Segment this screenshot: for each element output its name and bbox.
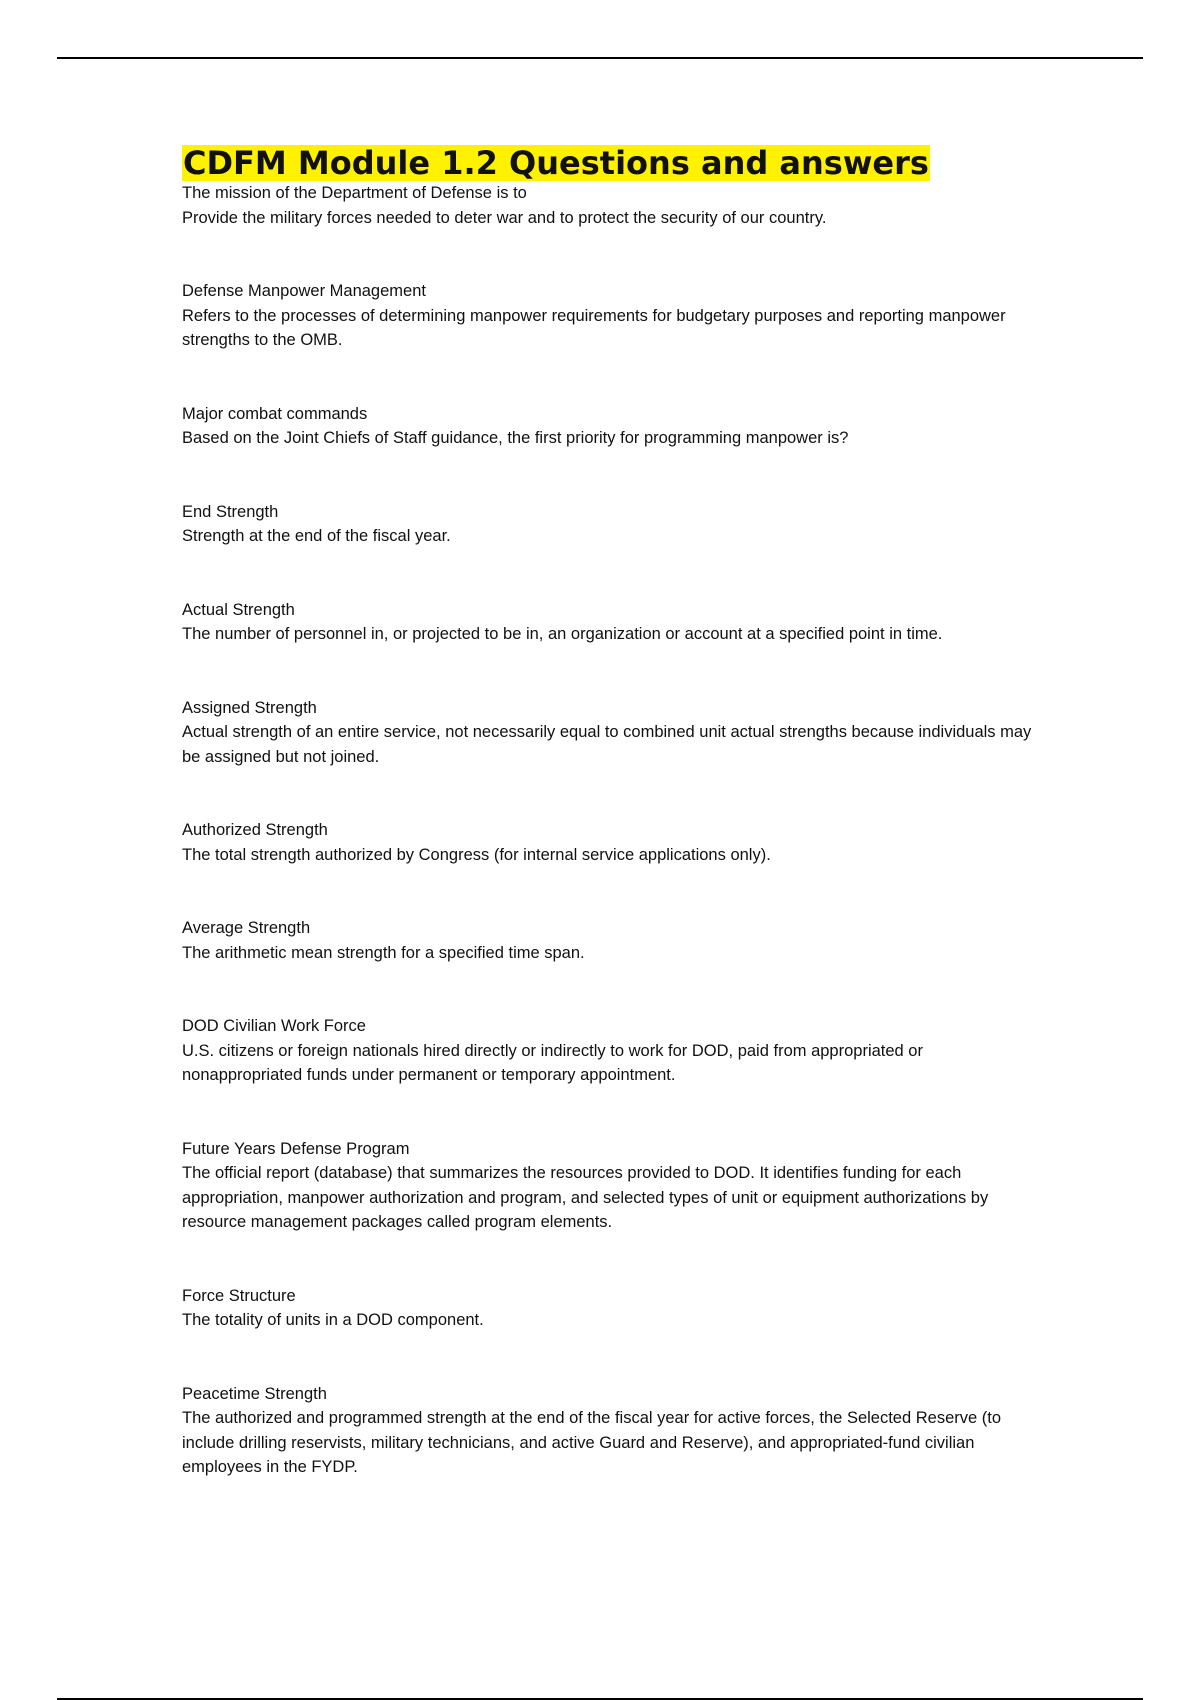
qa-answer: The arithmetic mean strength for a specified time span.	[182, 943, 585, 962]
qa-entry	[182, 916, 1032, 965]
qa-entry	[182, 696, 1032, 770]
qa-term: Major combat commands	[182, 404, 368, 423]
qa-term: Assigned Strength	[182, 698, 317, 717]
qa-answer: Actual strength of an entire service, not necessarily equal to combined unit actual strengths because individuals may be assigned but not joined.	[182, 723, 1032, 766]
qa-answer: The total strength authorized by Congress (for internal service applications only).	[182, 845, 771, 864]
qa-term: Actual Strength	[182, 600, 295, 619]
header-rule	[57, 57, 1143, 59]
document-title: CDFM Module 1.2 Questions and answers	[183, 144, 929, 182]
qa-answer: Based on the Joint Chiefs of Staff guidance, the first priority for programming manpower is?	[182, 429, 849, 447]
qa-term: Force Structure	[182, 1286, 296, 1305]
qa-answer: Refers to the processes of determining manpower requirements for budgetary purposes and reporting manpower strengths to the OMB.	[182, 306, 1006, 349]
qa-entry	[182, 1137, 1032, 1235]
qa-list	[182, 181, 1032, 1480]
qa-entry	[182, 1014, 1032, 1088]
qa-term: Authorized Strength	[182, 821, 328, 839]
qa-answer: Strength at the end of the fiscal year.	[182, 527, 451, 545]
qa-answer: The authorized and programmed strength at the end of the fiscal year for active forces, the Selected Reserve (to include drilling reservists, military technicians, and active Guard and Reserve), and appropriated-fund civilian employees in the FYDP.	[182, 1409, 1002, 1476]
qa-term: DOD Civilian Work Force	[182, 1017, 366, 1035]
qa-entry	[182, 181, 1032, 230]
qa-entry	[182, 1382, 1032, 1480]
qa-term: The mission of the Department of Defense is to	[182, 184, 527, 202]
qa-answer: The number of personnel in, or projected to be in, an organization or account at a specified point in time.	[182, 625, 943, 643]
qa-entry	[182, 402, 1032, 451]
qa-answer: The totality of units in a DOD component.	[182, 1311, 484, 1329]
qa-answer: The official report (database) that summarizes the resources provided to DOD. It identifies funding for each appropriation, manpower authorization and program, and selected types of unit or equipment authorizations by resource management packages called program elements.	[182, 1164, 989, 1231]
qa-entry	[182, 279, 1032, 353]
qa-term: Future Years Defense Program	[182, 1139, 410, 1158]
qa-entry	[182, 500, 1032, 549]
qa-entry	[182, 598, 1032, 647]
qa-entry	[182, 818, 1032, 867]
qa-answer: U.S. citizens or foreign nationals hired directly or indirectly to work for DOD, paid from appropriated or nonappropriated funds under permanent or temporary appointment.	[182, 1041, 923, 1084]
qa-term: Defense Manpower Management	[182, 282, 426, 300]
qa-term: End Strength	[182, 502, 279, 521]
qa-entry	[182, 1284, 1032, 1333]
qa-term: Average Strength	[182, 919, 311, 937]
qa-term: Peacetime Strength	[182, 1384, 327, 1403]
document-body	[182, 145, 1032, 1480]
qa-answer: Provide the military forces needed to deter war and to protect the security of our country.	[182, 208, 827, 227]
